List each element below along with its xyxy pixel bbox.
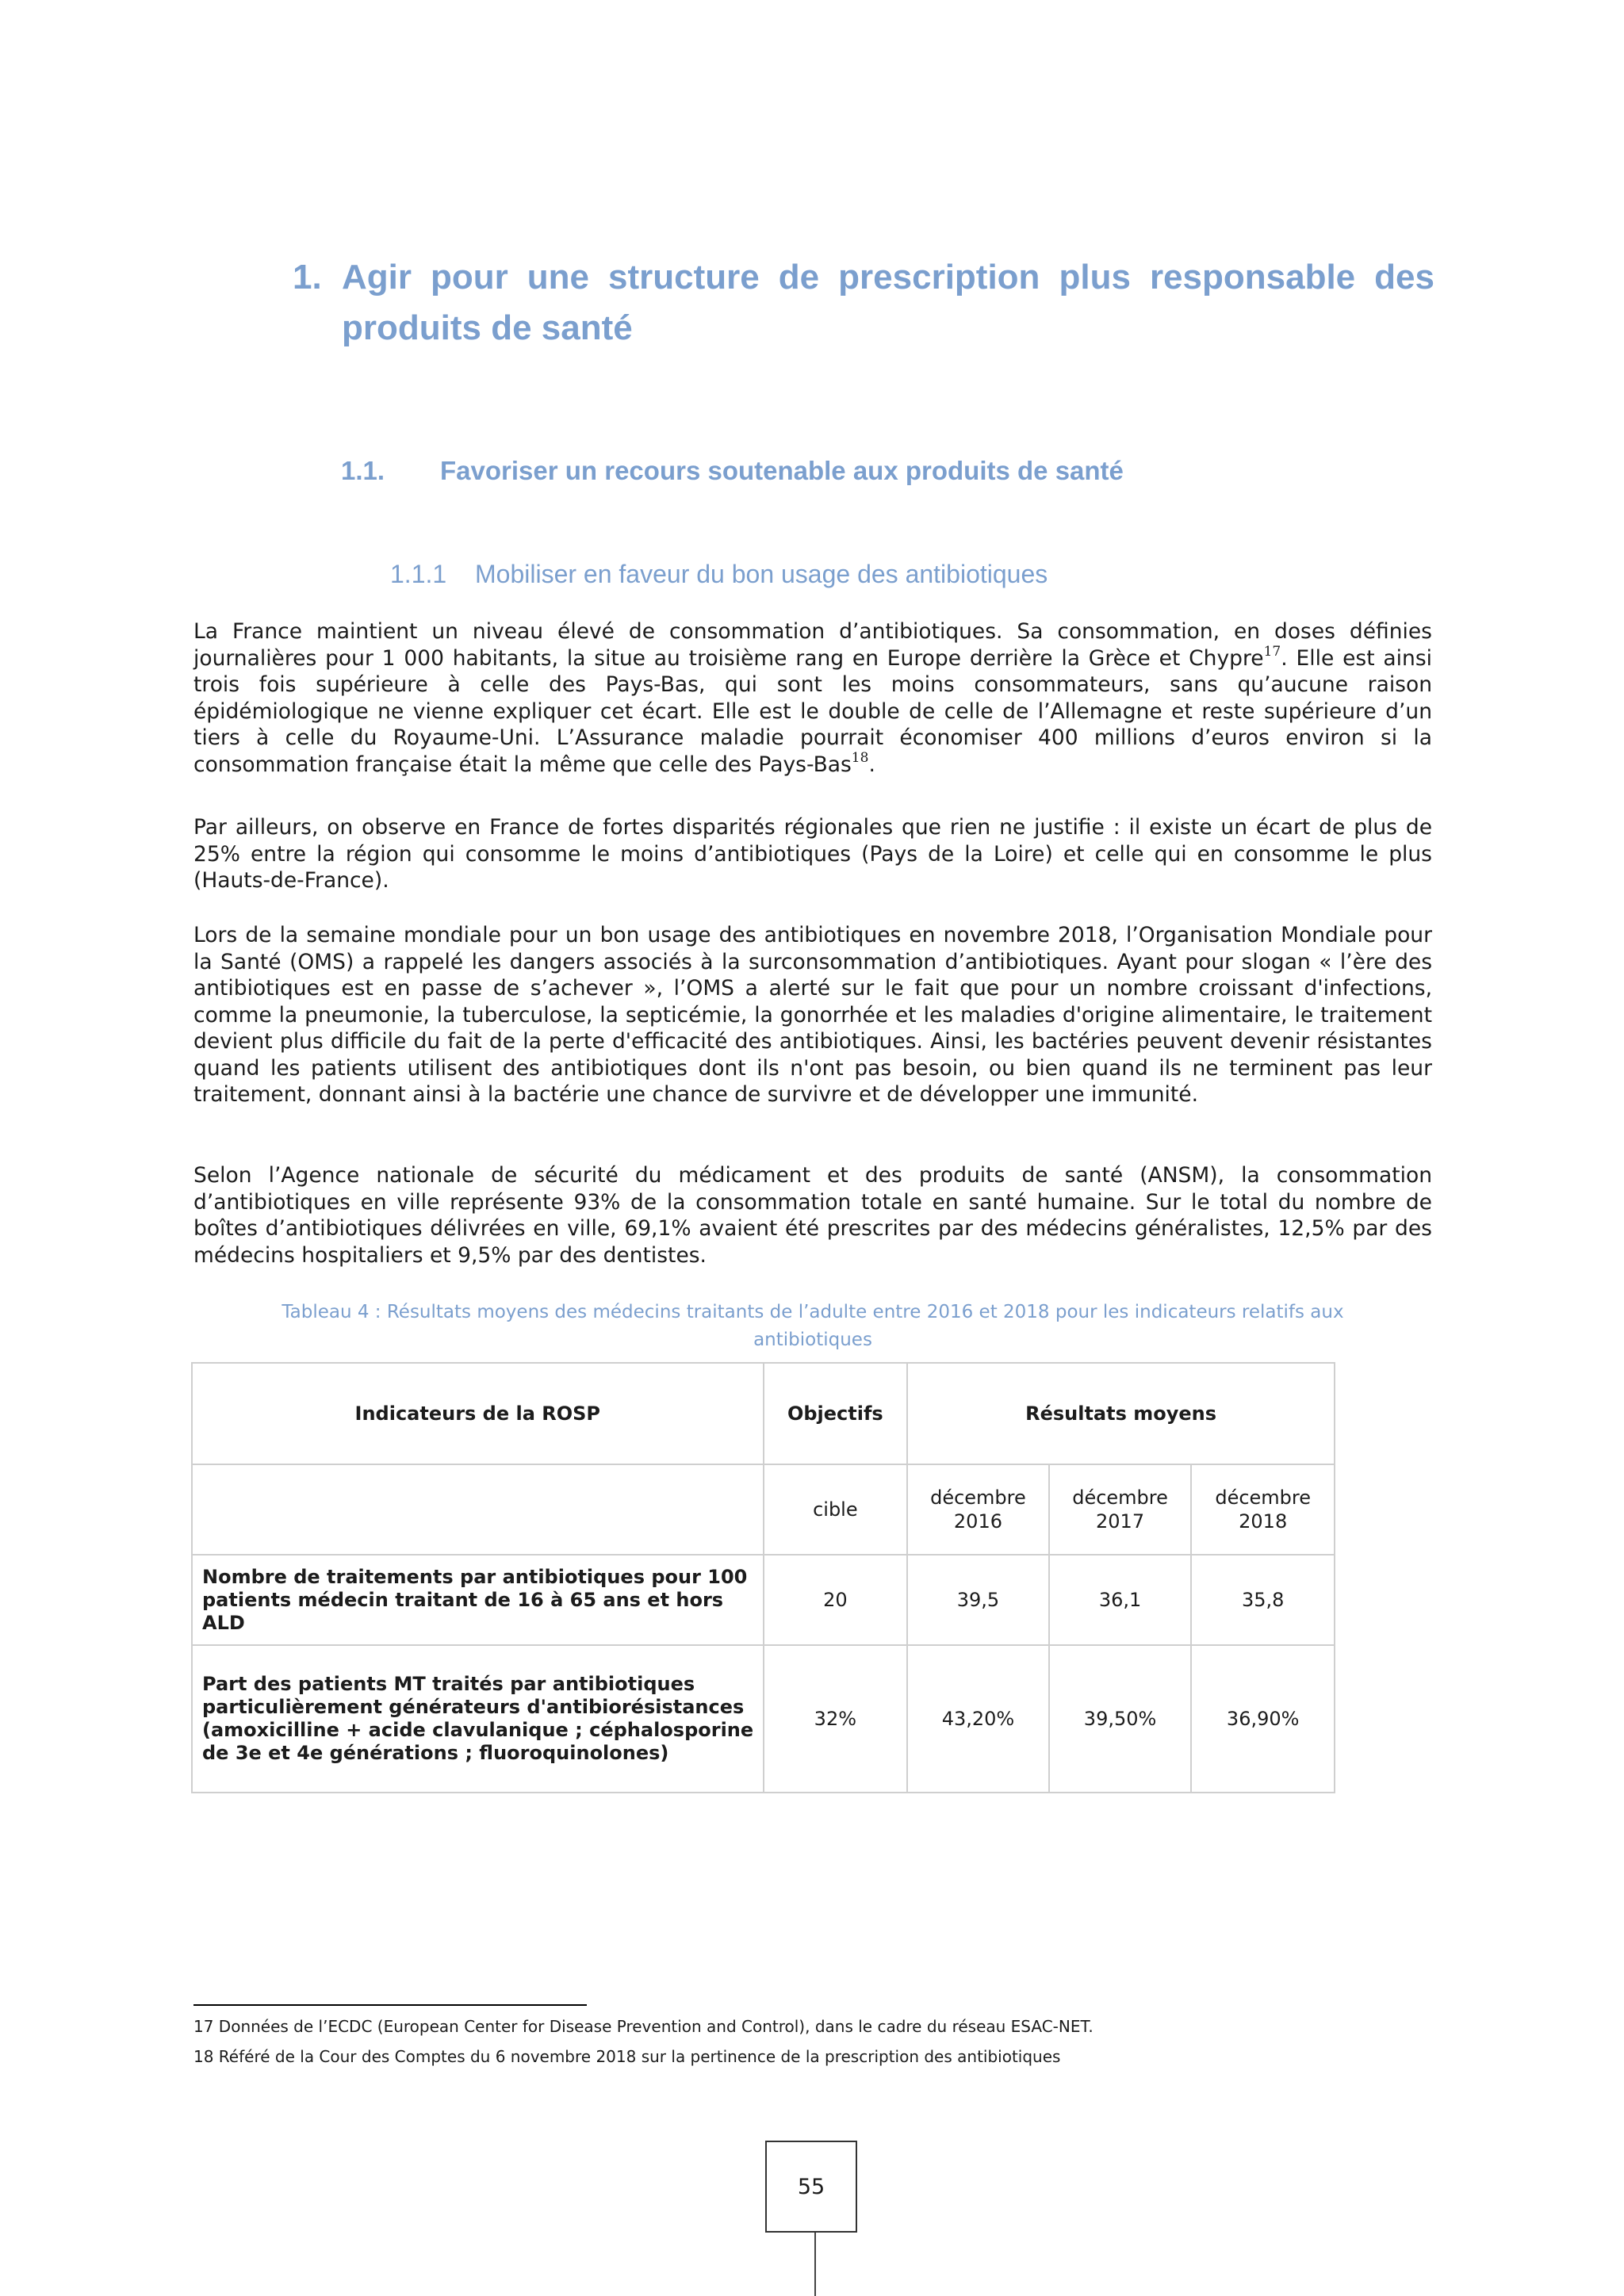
paragraph-consumption-part-b: . Elle est ainsi trois fois supérieure à celle des Pays-Bas, qui sont les moins consommateurs, sans qu’aucune raison épidémiologique ne vienne expliquer cet écart. Elle est le double de celle de l’Allemagne et reste supérieure d’un tiers à celle du Royaume-Uni. L’Assurance maladie pourrait économiser 400 millions d’euros environ si la consommation française était la même que celle des Pays-Bas [193,645,1432,777]
subheader-empty-cell [192,1464,764,1555]
paragraph-consumption-part-a: La France maintient un niveau élevé de consommation d’antibiotiques. Sa consommation, en doses définies journalières pour 1 000 habitants, la situe au troisième rang en Europe derrière la Grèce et Chypre [193,619,1432,671]
subheader-2017-year: 2017 [1096,1510,1145,1533]
heading-1-number: 1. [293,258,322,297]
page-number: 55 [797,2174,825,2199]
subheader-2017-month: décembre [1072,1487,1168,1509]
paragraph-consumption [193,618,1432,778]
footnote-ref-18: 18 [851,749,869,766]
table-row [192,1555,1335,1645]
section-heading-3 [390,555,1048,593]
page-number-connector-line [814,2233,816,2296]
subheader-2018-year: 2018 [1239,1510,1288,1533]
row-target-value: 32% [764,1645,908,1793]
heading-2-number: 1.1. [341,456,385,485]
row-value-2018: 35,8 [1191,1555,1335,1645]
table-caption: Tableau 4 : Résultats moyens des médecins traitants de l’adulte entre 2016 et 2018 pour les indicateurs relatifs aux antibiotiques [282,1302,1344,1350]
heading-2-text: Favoriser un recours soutenable aux produits de santé [440,456,1124,485]
table-row [192,1645,1335,1793]
subheader-2016 [907,1464,1049,1555]
row-value-2017: 39,50% [1049,1645,1192,1793]
table-header-row [192,1363,1335,1464]
row-target-value: 20 [764,1555,908,1645]
section-heading-1 [293,252,1434,354]
row-indicator-label: Nombre de traitements par antibiotiques pour 100 patients médecin traitant de 16 à 65 ans et hors ALD [192,1555,764,1645]
header-objectives: Objectifs [764,1363,908,1464]
heading-1-text: Agir pour une structure de prescription plus responsable des produits de santé [342,258,1434,347]
subheader-2016-year: 2016 [953,1510,1002,1533]
page-number-box [765,2141,857,2233]
rosp-results-table [191,1362,1335,1793]
paragraph-consumption-part-c: . [868,752,875,777]
row-value-2017: 36,1 [1049,1555,1192,1645]
subheader-target: cible [764,1464,908,1555]
header-indicators: Indicateurs de la ROSP [192,1363,764,1464]
footnote-separator [193,2004,587,2006]
subheader-2016-month: décembre [930,1487,1026,1509]
subheader-2018-month: décembre [1215,1487,1312,1509]
heading-3-text: Mobiliser en faveur du bon usage des antibiotiques [475,560,1048,588]
footnote-17: 17 Données de l’ECDC (European Center for Disease Prevention and Control), dans le cadre du réseau ESAC-NET. [193,2017,1094,2036]
footnote-ref-17: 17 [1263,643,1281,660]
header-results: Résultats moyens [907,1363,1335,1464]
paragraph-ansm: Selon l’Agence nationale de sécurité du médicament et des produits de santé (ANSM), la consommation d’antibiotiques en ville représente 93% de la consommation totale en santé humaine. Sur le total du nombre de boîtes d’antibiotiques délivrées en ville, 69,1% avaient été prescrites par des médecins généralistes, 12,5% par des médecins hospitaliers et 9,5% par des dentistes. [193,1163,1432,1268]
subheader-2017 [1049,1464,1192,1555]
paragraph-oms: Lors de la semaine mondiale pour un bon usage des antibiotiques en novembre 2018, l’Organisation Mondiale pour la Santé (OMS) a rappelé les dangers associés à la surconsommation d’antibiotiques. Ayant pour slogan « l’ère des antibiotiques est en passe de s’achever », l’OMS a alerté sur le fait que pour un nombre croissant d'infections, comme la pneumonie, la tuberculose, la septicémie, la gonorrhée et les maladies d'origine alimentaire, le traitement devient plus difficile du fait de la perte d'efficacité des antibiotiques. Ainsi, les bactéries peuvent devenir résistantes quand les patients utilisent des antibiotiques dont ils n'ont pas besoin, ou bien quand ils ne terminent pas leur traitement, donnant ainsi à la bactérie une chance de survivre et de développer une immunité. [193,923,1432,1107]
row-indicator-label: Part des patients MT traités par antibiotiques particulièrement générateurs d'antibiorésistances (amoxicilline + acide clavulanique ; céphalosporine de 3e et 4e générations ; fluoroquinolones) [192,1645,764,1793]
row-value-2016: 39,5 [907,1555,1049,1645]
section-heading-2 [341,452,1124,490]
table-subheader-row [192,1464,1335,1555]
footnote-18: 18 Référé de la Cour des Comptes du 6 novembre 2018 sur la pertinence de la prescription des antibiotiques [193,2047,1061,2066]
heading-3-number: 1.1.1 [390,560,447,588]
subheader-2018 [1191,1464,1335,1555]
row-value-2018: 36,90% [1191,1645,1335,1793]
row-value-2016: 43,20% [907,1645,1049,1793]
paragraph-regional-disparities: Par ailleurs, on observe en France de fortes disparités régionales que rien ne justifie : il existe un écart de plus de 25% entre la région qui consomme le moins d’antibiotiques (Pays de la Loire) et celle qui en consomme le plus (Hauts-de-France). [193,815,1432,893]
